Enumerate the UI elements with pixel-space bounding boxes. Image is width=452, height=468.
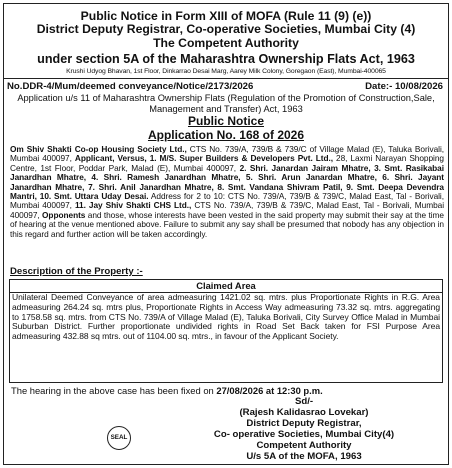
notice-title-authority: The Competent Authority bbox=[153, 36, 299, 50]
application-number: Application No. 168 of 2026 bbox=[147, 128, 305, 142]
notice-body bbox=[10, 145, 444, 239]
signatory-name: (Rajesh Kalidasrao Lovekar) bbox=[239, 407, 369, 418]
signatory-title-registrar: District Deputy Registrar, bbox=[246, 418, 362, 429]
opponent-society: 11. Jay Shiv Shakti CHS Ltd., bbox=[74, 200, 192, 211]
public-notice-heading: Public Notice bbox=[187, 114, 264, 128]
public-notice bbox=[3, 3, 449, 465]
claimed-area-box bbox=[9, 279, 443, 383]
claimed-area-heading: Claimed Area bbox=[10, 280, 442, 293]
seal-stamp: SEAL bbox=[107, 426, 131, 450]
signature-sd: Sd/- bbox=[294, 396, 314, 407]
opponents-names: 2. Shri. Janardan Jairam Mhatre, 3. Smt. Rasikabai Janardhan Mhatre, 4. Shri. Ramesh Janardhan Mhatre, 5. Shri. Arun Janardan Mhatre, 6. Shri. Jayant Janardhan Mhatre, 7. Shri. Anil Janardhan Mhatre, 8. Smt. Vandana Shivram Patil, 9. Smt. Deepa Devendra Mantri, 10. Smt. Uttara Uday Desai. bbox=[10, 162, 444, 202]
opponent-society-address: CTS No. 739/A, 739/B & 739/C, Malad East, Tal - Borivali, Mumbai 400097, bbox=[10, 200, 444, 220]
applicant-address: CTS No. 739/A, 739/B & 739/C of Village Malad (E), Taluka Borivali, Mumbai 400097, bbox=[10, 144, 444, 164]
builder-address: 28, Laxmi Narayan Shopping Centre, 1st Floor, Poddar Park, Malad (E), Mumbai 400097, bbox=[10, 153, 444, 173]
hearing-prefix: The hearing in the above case has been fixed on bbox=[11, 385, 217, 396]
hearing-datetime: 27/08/2026 at 12:30 p.m. bbox=[216, 385, 323, 396]
hearing-line bbox=[11, 385, 323, 396]
signature-block bbox=[204, 396, 404, 462]
reference-row bbox=[7, 81, 445, 92]
office-address: Krushi Udyog Bhavan, 1st Floor, Dinkarrao Desai Marg, Aarey Milk Colony, Goregaon (East), Mumbai-400065 bbox=[66, 68, 386, 75]
applicant-versus-builder: Applicant, Versus, 1. M/S. Super Builders & Developers Pvt. Ltd., bbox=[74, 153, 333, 164]
notice-closing: and those, whose interests have been vested in the said property may submit their say at the time of hearing at the venue mentioned above. Failure to submit any say shall be presumed that nobody has any objection in this regard and further action will be taken accordingly. bbox=[10, 209, 444, 239]
application-description: Application u/s 11 of Maharashtra Ownership Flats (Regulation of the Promotion of Construction,Sale, Management and Transfer) Act, 1963 bbox=[17, 93, 435, 114]
property-description-heading: Description of the Property :- bbox=[10, 266, 143, 277]
notice-title-registrar: District Deputy Registrar, Co-operative Societies, Mumbai City (4) bbox=[36, 22, 416, 36]
notice-date: Date:- 10/08/2026 bbox=[365, 81, 443, 92]
claimed-area-text: Unilateral Deemed Conveyance of area admeasuring 1421.02 sq. mtrs. plus Proportionate Rights in R.G. Area admeasuring 264.24 sq. mtrs plus, Proportionate Rights in Access Way admeasuring 73.32 sq. mtrs. aggregating to 1758.58 sq. mtrs. from CTS No. 739/A of Village Malad (E), Taluka Borivali, City Survey Office Malad in Mumbai Suburban District. Further proportionate undivided rights in Road Set Back taken for FSI Purpose Area admeasuring 432.88 sq mtrs. out of 1104.00 sq. mtrs., in favour of the Applicant Society. bbox=[12, 292, 440, 342]
reference-number: No.DDR-4/Mum/deemed conveyance/Notice/2173/2026 bbox=[7, 81, 254, 92]
notice-title-act: under section 5A of the Maharashtra Ownership Flats Act, 1963 bbox=[37, 52, 415, 66]
signatory-title-act: U/s 5A of the MOFA, 1963 bbox=[246, 451, 362, 462]
opponents-address: Address for 2 to 10: CTS No. 739/A, 739/B & 739/C, Malad East, Tal - Borivali, Mumbai 400097, bbox=[10, 191, 444, 211]
signatory-title-societies: Co- operative Societies, Mumbai City(4) bbox=[213, 429, 395, 440]
signatory-title-authority: Competent Authority bbox=[256, 440, 352, 451]
header-divider bbox=[4, 78, 448, 79]
notice-title-form: Public Notice in Form XIII of MOFA (Rule 11 (9) (e)) bbox=[80, 9, 372, 23]
opponents-label: Opponents bbox=[42, 209, 86, 220]
applicant-name: Om Shiv Shakti Co-op Housing Society Ltd., bbox=[10, 144, 187, 154]
